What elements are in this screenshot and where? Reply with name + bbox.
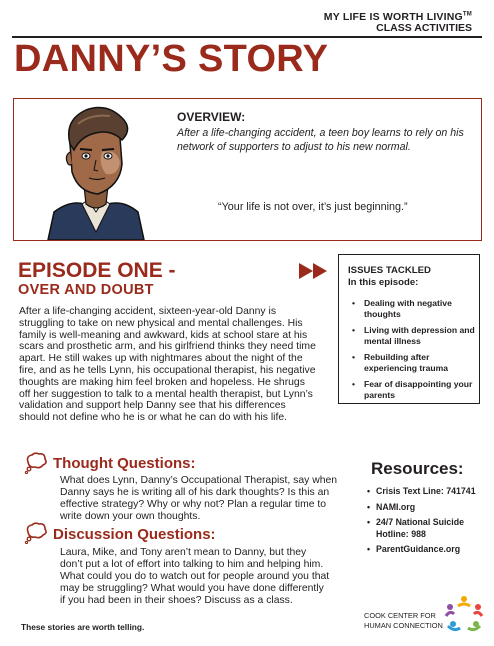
episode-summary: After a life-changing accident, sixteen-year-old Danny is struggling to take on new physical and mental challenges. His family is well-meaning and awkward, kids at school stare at his scars and prosthetic arm, and his girlfriend thinks they need time apart. He still wakes up with nightmares about the night of the fire, and as he tells Lynn, his occupational therapist, his negative thoughts are making him feel broken and hopeless. He shrugs off her suggestion to talk to a mental health therapist, but Lynn’s validation and support help Danny see that his differences should not define who he is or what he can do with his life. bbox=[19, 306, 316, 424]
thought-bubble-icon bbox=[24, 452, 48, 474]
page-title: DANNY’S STORY bbox=[14, 38, 329, 80]
list-item: • Living with depression and mental illness bbox=[352, 325, 475, 346]
issues-subtitle: In this episode: bbox=[348, 277, 419, 288]
list-item: • Fear of disappointing your parents bbox=[352, 379, 473, 400]
organization-name: COOK CENTER FOR HUMAN CONNECTION bbox=[364, 611, 443, 630]
danny-portrait bbox=[40, 100, 150, 240]
overview-text: After a life-changing accident, a teen boy learns to rely on his network of supporters to adjust to his new normal. bbox=[177, 127, 464, 153]
trademark: TM bbox=[462, 11, 472, 18]
list-item: • NAMI.org bbox=[367, 501, 416, 512]
double-arrow-icon bbox=[298, 262, 330, 280]
list-item: • ParentGuidance.org bbox=[367, 544, 461, 554]
resources-list bbox=[367, 486, 487, 560]
tagline: These stories are worth telling. bbox=[21, 622, 145, 632]
overview-quote: “Your life is not over, it’s just beginning.” bbox=[218, 201, 408, 213]
people-circle-logo bbox=[444, 594, 484, 634]
issues-list bbox=[352, 298, 476, 406]
discussion-questions-heading: Discussion Questions: bbox=[53, 526, 216, 543]
resources-title: Resources: bbox=[371, 459, 464, 478]
issues-title: ISSUES TACKLED bbox=[348, 265, 431, 276]
thought-questions-text: What does Lynn, Danny’s Occupational Therapist, say when Danny says he is writing all of his dark thoughts? Is this an effective strategy? Why or why not? Plan a regular time to write down your own thoughts. bbox=[60, 475, 338, 522]
series-subtitle: CLASS ACTIVITIES bbox=[376, 22, 472, 34]
series-title: MY LIFE IS WORTH LIVING™ bbox=[323, 11, 472, 23]
speech-bubble-icon bbox=[24, 522, 48, 544]
episode-title: OVER AND DOUBT bbox=[18, 282, 154, 298]
discussion-questions-text: Laura, Mike, and Tony aren’t mean to Danny, but they don’t put a lot of effort into talking to him and helping him. What could you do to watch out for people around you that may be struggling? What would you have done differently if you had been in their shoes? Discuss as a class. bbox=[60, 547, 330, 606]
list-item: • Crisis Text Line: 741741 bbox=[367, 486, 476, 496]
list-item: • 24/7 National Suicide Hotline: 988 bbox=[367, 517, 464, 539]
overview-label: OVERVIEW: bbox=[177, 110, 246, 124]
list-item: • Rebuilding after experiencing trauma bbox=[352, 352, 449, 373]
list-item: • Dealing with negative thoughts bbox=[352, 298, 452, 319]
thought-questions-heading: Thought Questions: bbox=[53, 455, 196, 472]
episode-number: EPISODE ONE - bbox=[18, 259, 176, 282]
